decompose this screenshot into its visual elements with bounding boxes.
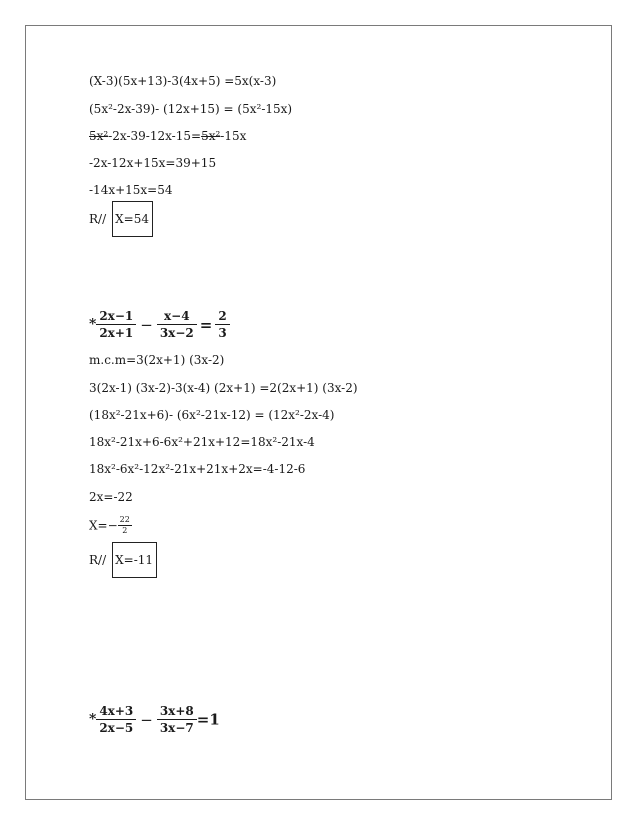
s3-fraction-2 [157, 704, 197, 735]
s2-small-den: 2 [122, 526, 128, 535]
s1-struck-term-b: 5x² [201, 129, 221, 143]
s3-fraction-1 [96, 704, 136, 735]
s2-minus: − [140, 315, 153, 334]
s1-answer-box: X=54 [112, 201, 153, 237]
s2-equals: = [199, 315, 213, 334]
s3-frac1-den: 2x−5 [99, 721, 134, 735]
s3-frac2-den: 3x−7 [159, 721, 194, 735]
s1-line-2: (5x²-2x-39)- (12x+15) = (5x²-15x) [89, 102, 293, 116]
s2-x-prefix: X=− [89, 518, 118, 533]
s1-answer-row [89, 201, 153, 237]
s2-frac3-num: 2 [215, 309, 229, 325]
s2-star: * [89, 316, 97, 333]
s2-equation [89, 309, 230, 340]
s2-answer-prefix: R// [89, 553, 107, 567]
s2-line-5: 18x²-6x²-12x²-21x+21x+2x=-4-12-6 [89, 462, 306, 476]
s2-small-fraction [118, 515, 132, 536]
s2-line-6: 2x=-22 [89, 490, 133, 504]
s2-small-num: 22 [119, 515, 130, 524]
s3-equation [89, 704, 220, 735]
s1-line-5: -14x+15x=54 [89, 183, 173, 197]
s1-answer-prefix: R// [89, 212, 107, 226]
s1-line-1: (X-3)(5x+13)-3(4x+5) =5x(x-3) [89, 74, 277, 88]
s2-fraction-1 [96, 309, 136, 340]
s2-line-4: 18x²-21x+6-6x²+21x+12=18x²-21x-4 [89, 435, 315, 449]
s2-answer-row [89, 542, 157, 578]
s2-fraction-3 [215, 309, 229, 340]
s2-frac3-den: 3 [218, 326, 227, 340]
s2-frac2-num: x−4 [157, 309, 197, 325]
s3-frac2-num: 3x+8 [157, 704, 197, 720]
s1-line-3-end: -15x [220, 129, 247, 143]
s2-line-2: 3(2x-1) (3x-2)-3(x-4) (2x+1) =2(2x+1) (3x-2) [89, 381, 358, 395]
s2-fraction-2 [157, 309, 197, 340]
s2-frac1-num: 2x−1 [96, 309, 136, 325]
s3-minus: − [140, 710, 153, 729]
s2-frac2-den: 3x−2 [159, 326, 194, 340]
s3-star: * [89, 711, 97, 728]
s2-x-fraction-row [89, 515, 132, 536]
s3-frac1-num: 4x+3 [96, 704, 136, 720]
s2-answer-box: X=-11 [112, 542, 157, 578]
s1-struck-term-a: 5x² [89, 129, 109, 143]
s1-line-3-mid: -2x-39-12x-15= [108, 129, 202, 143]
s2-line-1: m.c.m=3(2x+1) (3x-2) [89, 353, 225, 367]
s2-frac1-den: 2x+1 [99, 326, 134, 340]
s2-line-3: (18x²-21x+6)- (6x²-21x-12) = (12x²-2x-4) [89, 408, 335, 422]
s1-line-4: -2x-12x+15x=39+15 [89, 156, 217, 170]
s3-rhs: =1 [196, 710, 220, 729]
s1-line-3 [89, 129, 246, 143]
